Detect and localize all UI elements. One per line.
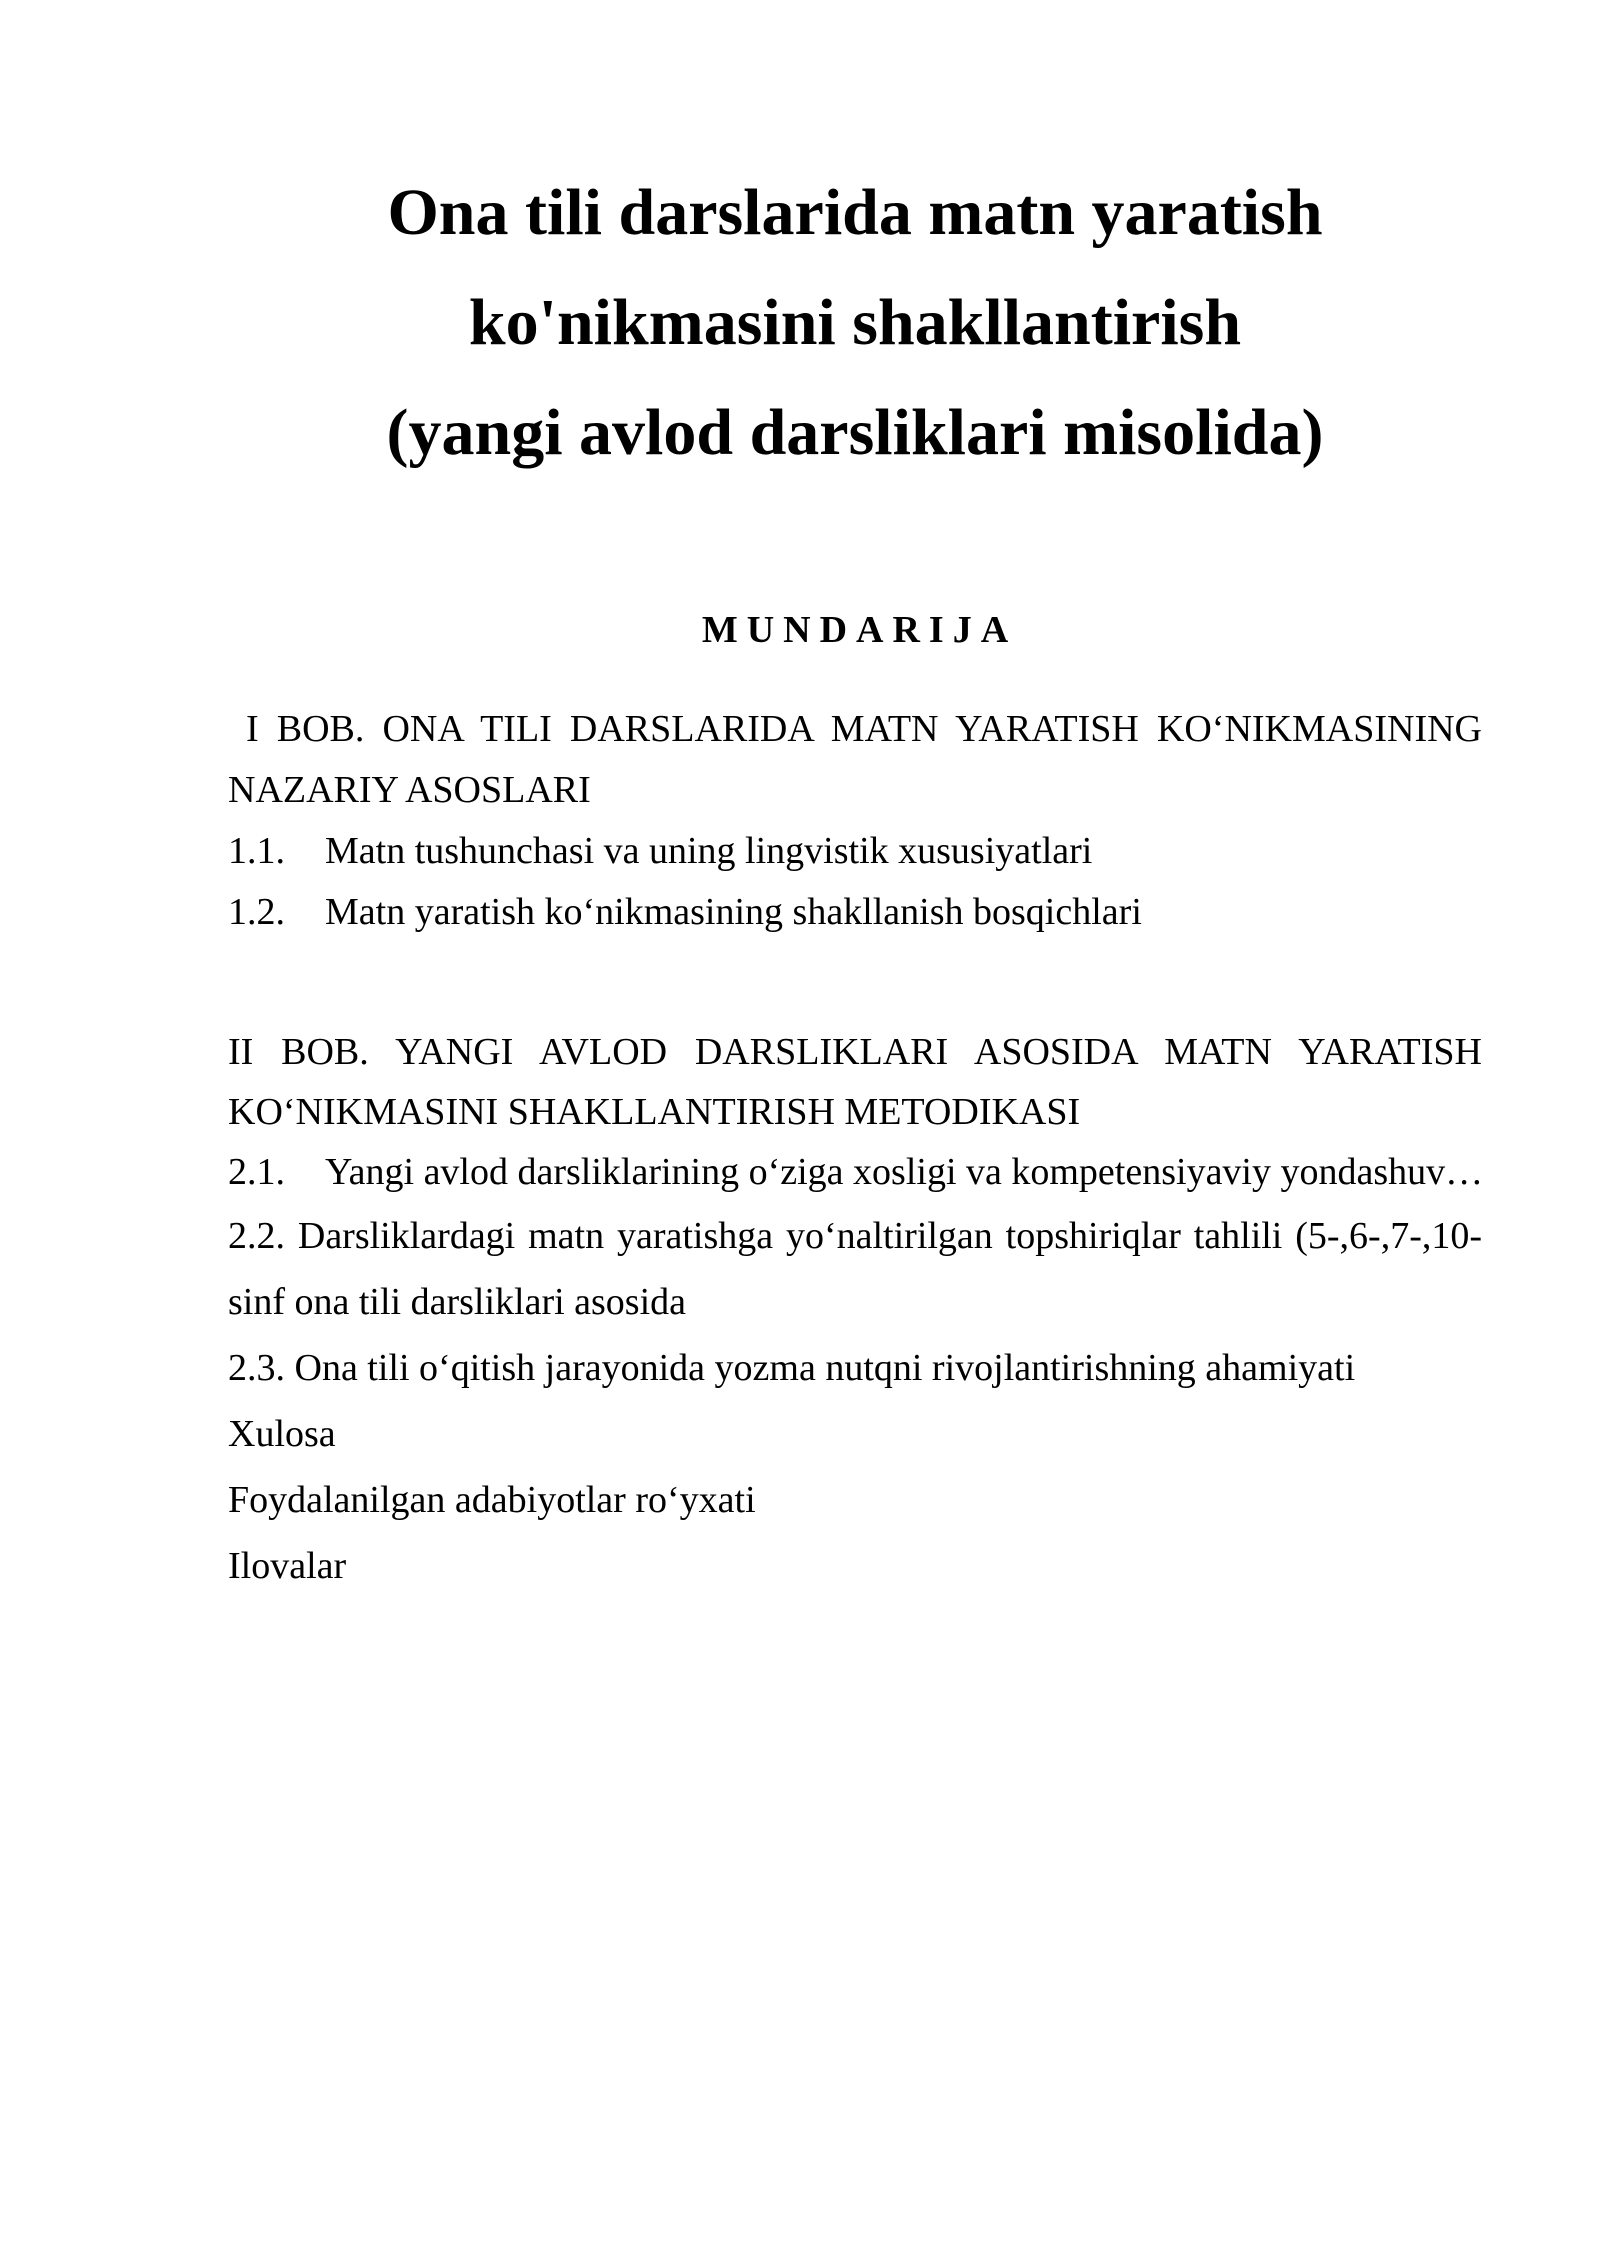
toc-item-2-2-text-line-1: Darsliklardagi matn yaratishga yo‘naltirilgan topshiriqlar tahlili (5-,6-,7-,10- (297, 1215, 1482, 1257)
toc-item-2-3-number: 2.3. (228, 1347, 285, 1389)
toc-item-2-3-text: Ona tili o‘qitish jarayonida yozma nutqni rivojlantirishning ahamiyati (294, 1347, 1356, 1389)
toc-item-2-3 (228, 1335, 1482, 1401)
toc-item-2-2-line-2: sinf ona tili darsliklari asosida (228, 1281, 687, 1323)
toc-item-1-1 (228, 821, 1482, 882)
toc-item-1-1-number: 1.1. (228, 830, 285, 872)
document-title (228, 158, 1482, 488)
toc-item-1-2 (228, 882, 1482, 943)
document-title-line-1: Ona tili darslarida matn yaratish (387, 176, 1323, 249)
chapter2-heading-line-1: II BOB. YANGI AVLOD DARSLIKLARI ASOSIDA MATN YARATISH (228, 1031, 1482, 1073)
table-of-contents (228, 699, 1482, 1599)
chapter1-heading-line-2: NAZARIY ASOSLARI (228, 769, 591, 811)
document-title-line-2: ko'nikmasini shakllantirish (468, 286, 1242, 359)
toc-item-2-1-text: Yangi avlod darsliklarining o‘ziga xosligi va kompetensiyaviy yondashuv… (325, 1151, 1484, 1193)
toc-item-bibliography: Foydalanilgan adabiyotlar ro‘yxati (228, 1479, 756, 1521)
toc-item-1-2-number: 1.2. (228, 891, 285, 933)
chapter1-heading-line-1: I BOB. ONA TILI DARSLARIDA MATN YARATISH KO‘NIKMASINING (246, 708, 1482, 750)
chapter2-heading-line-2: KO‘NIKMASINI SHAKLLANTIRISH METODIKASI (228, 1091, 1081, 1133)
toc-item-2-1-number: 2.1. (228, 1151, 285, 1193)
contents-heading: MUNDARIJA (701, 609, 1018, 651)
toc-item-2-1 (228, 1142, 1482, 1203)
document-title-line-3: (yangi avlod darsliklari misolida) (386, 396, 1324, 469)
blank-line (228, 943, 1482, 1022)
toc-item-1-1-text: Matn tushunchasi va uning lingvistik xususiyatlari (325, 830, 1093, 872)
toc-item-2-2-line-1 (228, 1203, 1482, 1269)
toc-item-appendices: Ilovalar (228, 1545, 347, 1587)
toc-item-2-2-number: 2.2. (228, 1215, 285, 1257)
toc-item-xulosa: Xulosa (228, 1413, 336, 1455)
toc-item-1-2-text: Matn yaratish ko‘nikmasining shakllanish bosqichlari (325, 891, 1142, 933)
